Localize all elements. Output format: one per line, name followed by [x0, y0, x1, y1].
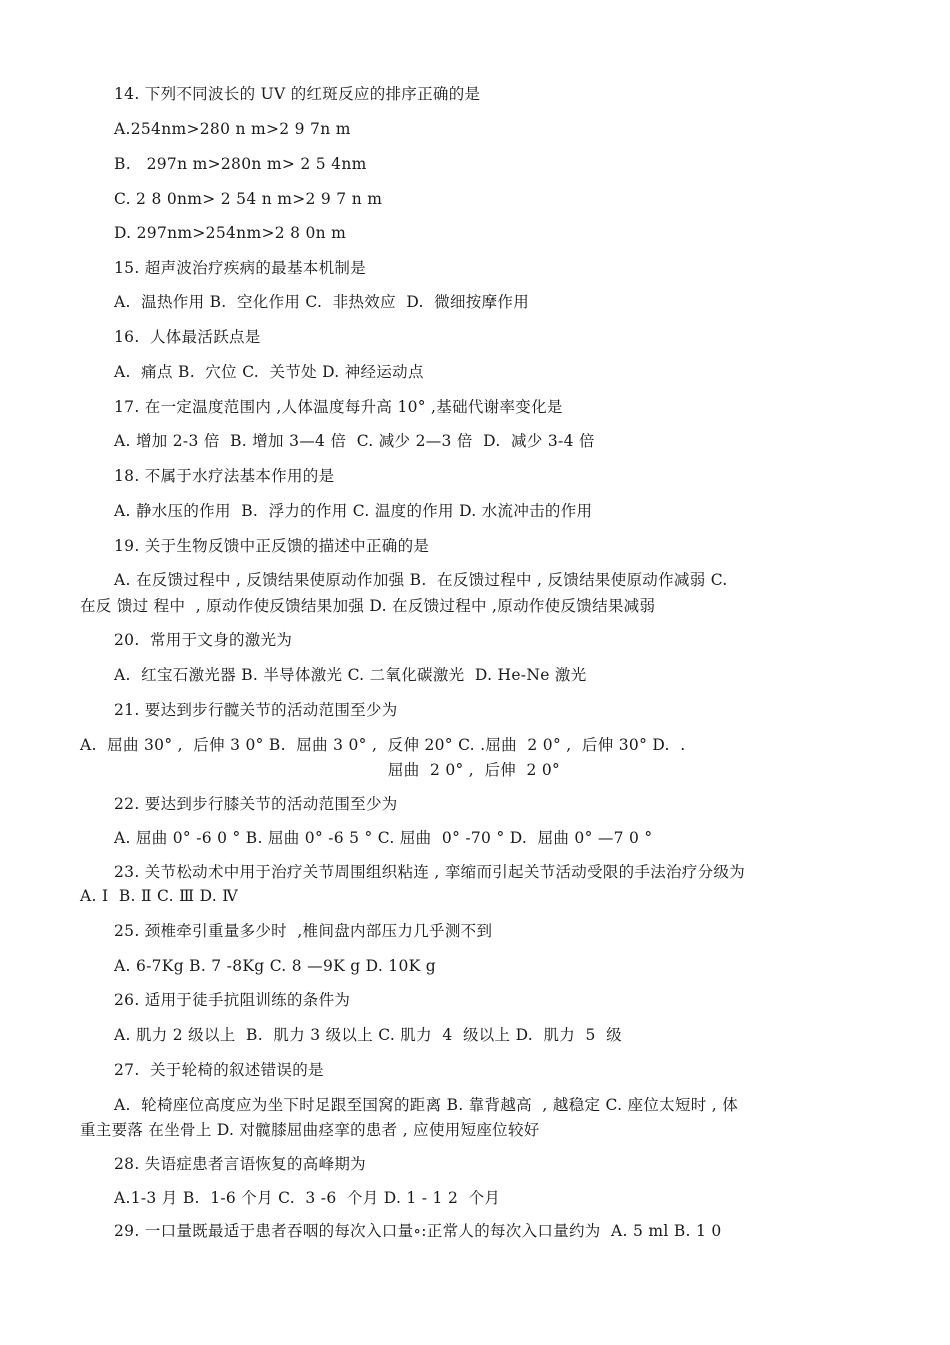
question-25: 25. 颈椎牵引重量多少时 ,椎间盘内部压力几乎测不到: [114, 922, 493, 940]
options-15: A. 温热作用 B. 空化作用 C. 非热效应 D. 微细按摩作用: [114, 293, 529, 311]
question-14: 14. 下列不同波长的 UV 的红斑反应的排序正确的是: [114, 85, 481, 103]
question-26: 26. 适用于徒手抗阻训练的条件为: [114, 991, 351, 1009]
question-19: 19. 关于生物反馈中正反馈的描述中正确的是: [114, 537, 430, 555]
options-18: A. 静水压的作用 B. 浮力的作用 C. 温度的作用 D. 水流冲击的作用: [114, 502, 593, 520]
option-14-c: C. 2 8 0nm> 2 54 n m>2 9 7 n m: [114, 190, 383, 208]
question-20: 20. 常用于文身的激光为: [114, 631, 293, 649]
question-22: 22. 要达到步行膝关节的活动范围至少为: [114, 795, 398, 813]
option-14-a: A.254nm>280 n m>2 9 7n m: [114, 120, 351, 138]
question-16: 16. 人体最活跃点是: [114, 328, 261, 346]
question-15: 15. 超声波治疗疾病的最基本机制是: [114, 259, 366, 277]
question-21: 21. 要达到步行髋关节的活动范围至少为: [114, 701, 398, 719]
options-23: A. Ⅰ B. Ⅱ C. Ⅲ D. Ⅳ: [80, 887, 238, 905]
options-22: A. 屈曲 0° -6 0 ° B. 屈曲 0° -6 5 ° C. 屈曲 0° -70 ° D. 屈曲 0° —7 0 °: [114, 829, 653, 847]
options-19-line2: 在反 馈过 程中 , 原动作使反馈结果加强 D. 在反馈过程中 ,原动作使反馈结果减弱: [80, 597, 656, 615]
options-17: A. 增加 2-3 倍 B. 增加 3—4 倍 C. 减少 2—3 倍 D. 减少 3-4 倍: [114, 432, 595, 450]
options-16: A. 痛点 B. 穴位 C. 关节处 D. 神经运动点: [114, 363, 424, 381]
options-21-line2: 屈曲 2 0° , 后伸 2 0°: [387, 761, 561, 779]
option-14-d: D. 297nm>254nm>2 8 0n m: [114, 224, 347, 242]
question-27: 27. 关于轮椅的叙述错误的是: [114, 1061, 324, 1079]
question-18: 18. 不属于水疗法基本作用的是: [114, 467, 335, 485]
question-23: 23. 关节松动术中用于治疗关节周围组织粘连 , 挛缩而引起关节活动受限的手法治疗分级为: [114, 863, 746, 881]
question-28: 28. 失语症患者言语恢复的高峰期为: [114, 1155, 366, 1173]
options-21-line1: A. 屈曲 30° , 后伸 3 0° B. 屈曲 3 0° , 反伸 20° C. .屈曲 2 0° , 后伸 30° D. .: [80, 736, 686, 754]
options-20: A. 红宝石激光器 B. 半导体激光 C. 二氧化碳激光 D. He-Ne 激光: [114, 666, 587, 684]
options-27-line1: A. 轮椅座位高度应为坐下时足跟至国窝的距离 B. 靠背越高 , 越稳定 C. 座位太短时 , 体: [114, 1096, 739, 1114]
options-27-line2: 重主要落 在坐骨上 D. 对髋膝屈曲痉挛的患者 , 应使用短座位较好: [80, 1121, 540, 1139]
options-19-line1: A. 在反馈过程中 , 反馈结果使原动作加强 B. 在反馈过程中 , 反馈结果使原动作减弱 C.: [114, 571, 728, 589]
options-28: A.1-3 月 B. 1-6 个月 C. 3 -6 个月 D. 1 - 1 2 个月: [114, 1189, 501, 1207]
question-29: 29. 一口量既最适于患者吞咽的每次入口量∘:正常人的每次入口量约为 A. 5 ml B. 1 0: [114, 1222, 722, 1240]
option-14-b: B. 297n m>280n m> 2 5 4nm: [114, 155, 367, 173]
question-17: 17. 在一定温度范围内 ,人体温度每升高 10° ,基础代谢率变化是: [114, 398, 563, 416]
options-25: A. 6-7Kg B. 7 -8Kg C. 8 —9K g D. 10K g: [114, 957, 436, 975]
options-26: A. 肌力 2 级以上 B. 肌力 3 级以上 C. 肌力 4 级以上 D. 肌力 5 级: [114, 1026, 622, 1044]
